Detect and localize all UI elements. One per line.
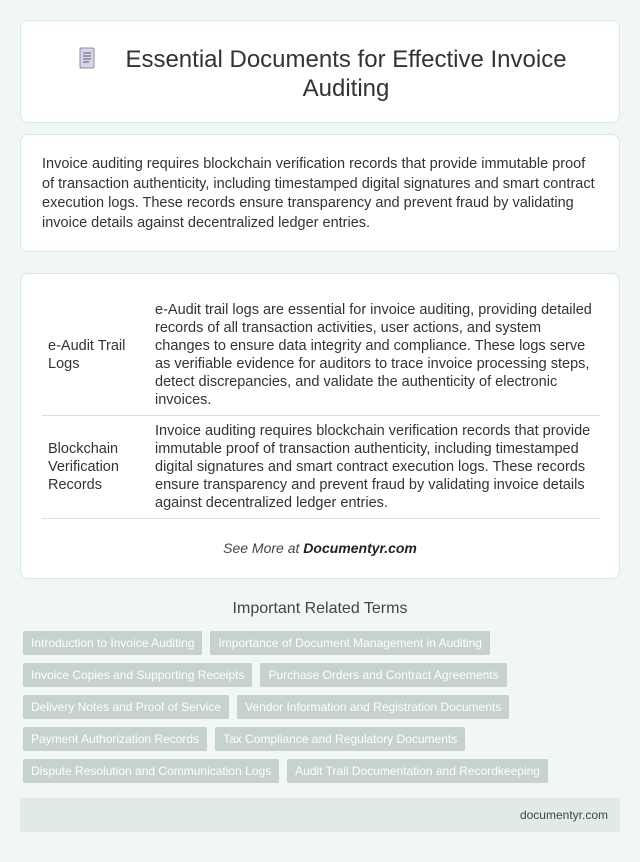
see-more-link[interactable]: Documentyr.com xyxy=(303,540,417,556)
tag-row xyxy=(23,631,623,655)
document-description: e-Audit trail logs are essential for invoice auditing, providing detailed records of all transaction activities, user actions, and system changes to ensure data integrity and compliance. These logs serve as verifiable evidence for auditors to trace invoice processing steps, detect discrepancies, and validate the authenticity of electronic invoices. xyxy=(155,302,592,408)
related-term-tag[interactable]: Audit Trail Documentation and Recordkeeping xyxy=(287,759,548,783)
tag-row xyxy=(23,663,623,687)
related-terms-heading: Important Related Terms xyxy=(232,600,408,617)
document-description: Invoice auditing requires blockchain verification records that provide immutable proof of transaction authenticity, including timestamped digital signatures and smart contract execution logs. These records ensure transparency and prevent fraud by validating invoice details against decentralized ledger entries. xyxy=(149,416,600,519)
document-name: Blockchain Verification Records xyxy=(42,416,149,519)
page-title: Essential Documents for Effective Invoice Auditing xyxy=(125,46,567,102)
title-card xyxy=(20,20,620,123)
related-terms-list xyxy=(23,631,623,791)
intro-card xyxy=(20,134,620,252)
related-term-tag[interactable]: Payment Authorization Records xyxy=(23,727,207,751)
related-term-tag[interactable]: Importance of Document Management in Auditing xyxy=(210,631,489,655)
related-term-tag[interactable]: Introduction to Invoice Auditing xyxy=(23,631,202,655)
table-row xyxy=(42,295,600,416)
table-row xyxy=(42,416,600,519)
related-term-tag[interactable]: Dispute Resolution and Communication Logs xyxy=(23,759,279,783)
tag-row xyxy=(23,727,623,751)
documents-card xyxy=(20,273,620,579)
related-term-tag[interactable]: Tax Compliance and Regulatory Documents xyxy=(215,727,465,751)
related-term-tag[interactable]: Purchase Orders and Contract Agreements xyxy=(260,663,506,687)
document-name: e-Audit Trail Logs xyxy=(48,338,126,372)
see-more-line xyxy=(21,540,619,556)
intro-text: Invoice auditing requires blockchain verification records that provide immutable proof of transaction authenticity, including timestamped digital signatures and smart contract execution logs. These records ensure transparency and prevent fraud by validating invoice details against decentralized ledger entries. xyxy=(42,156,595,231)
document-icon xyxy=(79,47,95,69)
tag-row xyxy=(23,759,623,783)
footer-site[interactable]: documentyr.com xyxy=(519,808,608,822)
footer xyxy=(20,798,620,832)
related-term-tag[interactable]: Vendor Information and Registration Documents xyxy=(237,695,509,719)
related-term-tag[interactable]: Invoice Copies and Supporting Receipts xyxy=(23,663,252,687)
see-more-prefix: See More at xyxy=(223,540,304,556)
documents-table xyxy=(42,295,600,519)
tag-row xyxy=(23,695,623,719)
related-term-tag[interactable]: Delivery Notes and Proof of Service xyxy=(23,695,229,719)
